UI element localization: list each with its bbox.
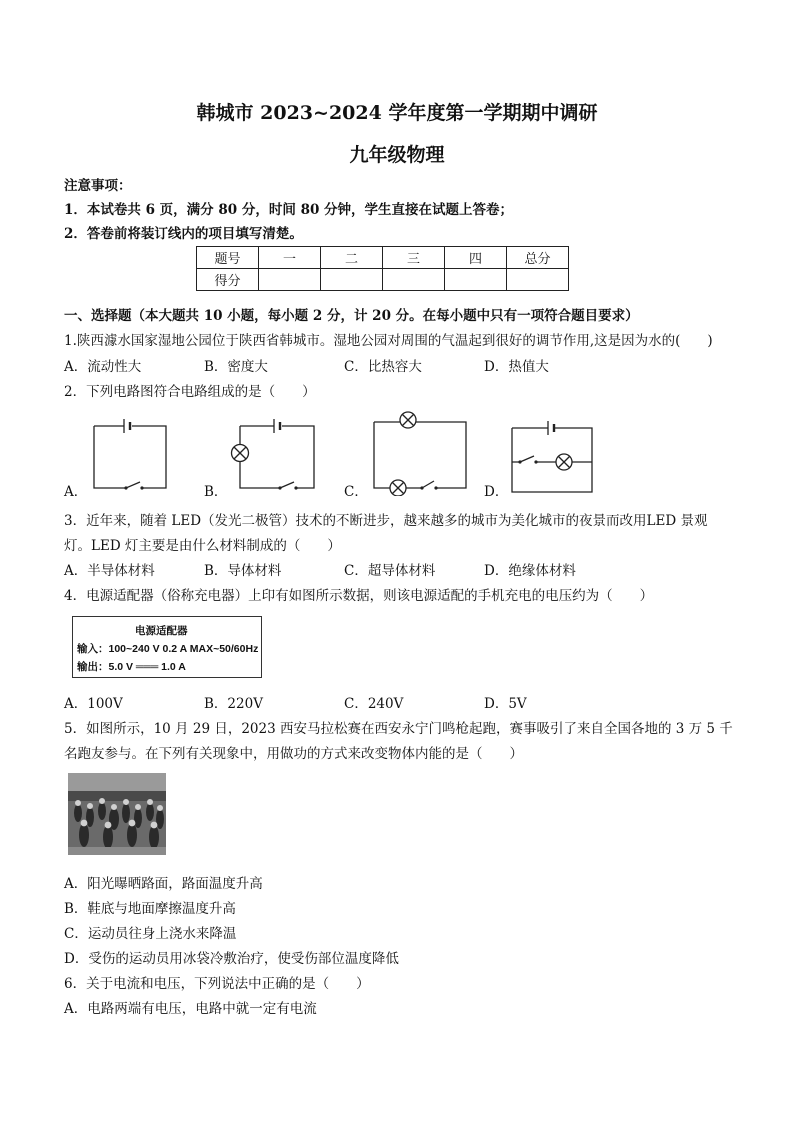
q2-option-b[interactable]: B．: [204, 484, 228, 500]
score-cell[interactable]: [507, 269, 569, 291]
circuit-a-diagram: [90, 412, 170, 494]
q2-option-d[interactable]: D．: [484, 484, 509, 500]
score-cell[interactable]: [383, 269, 445, 291]
adapter-label-figure: [72, 616, 262, 678]
q5-option-d[interactable]: D．受伤的运动员用冰袋冷敷治疗，使受伤部位温度降低: [64, 951, 399, 967]
q3-option-b[interactable]: B．导体材料: [204, 563, 282, 579]
q2-option-c[interactable]: C．: [344, 484, 368, 500]
section-heading: 一、选择题（本大题共 10 小题，每小题 2 分，计 20 分。在每小题中只有一项符合题目要求）: [64, 308, 639, 324]
q4-option-b[interactable]: B．220V: [204, 696, 263, 712]
q4-option-a[interactable]: A．100V: [64, 696, 123, 712]
score-table: [196, 246, 569, 291]
score-table-header-row: [197, 247, 569, 269]
circuit-c-diagram: [370, 408, 470, 496]
q5-option-a[interactable]: A．阳光曝晒路面，路面温度升高: [64, 876, 263, 892]
q1-option-c[interactable]: C．比热容大: [344, 359, 422, 375]
score-row-label: 得分: [197, 269, 259, 291]
score-header-cell: 一: [259, 247, 321, 269]
notes-item-2: 2．答卷前将装订线内的项目填写清楚。: [64, 226, 303, 242]
q1-option-d[interactable]: D．热值大: [484, 359, 549, 375]
q3-option-a[interactable]: A．半导体材料: [64, 563, 155, 579]
notes-heading: 注意事项：: [64, 178, 132, 194]
score-cell[interactable]: [321, 269, 383, 291]
adapter-label-title: 电源适配器: [135, 625, 188, 637]
q1-option-b[interactable]: B．密度大: [204, 359, 268, 375]
score-header-cell: 四: [445, 247, 507, 269]
q5-option-c[interactable]: C．运动员往身上浇水来降温: [64, 926, 237, 942]
adapter-output-spec: 输出：5.0 V ═══ 1.0 A: [77, 661, 186, 673]
question-3-text-cont: 灯。LED 灯主要是由什么材料制成的（ ）: [64, 538, 341, 554]
score-table-row: [197, 269, 569, 291]
score-cell[interactable]: [445, 269, 507, 291]
question-5-text-cont: 名跑友参与。在下列有关现象中，用做功的方式来改变物体内能的是（ ）: [64, 746, 523, 762]
q4-option-d[interactable]: D．5V: [484, 696, 527, 712]
q5-option-b[interactable]: B．鞋底与地面摩擦温度升高: [64, 901, 236, 917]
q3-option-d[interactable]: D．绝缘体材料: [484, 563, 576, 579]
q6-option-a[interactable]: A．电路两端有电压，电路中就一定有电流: [64, 1001, 317, 1017]
question-4-text: 4．电源适配器（俗称充电器）上印有如图所示数据，则该电源适配的手机充电的电压约为（ ）: [64, 588, 654, 604]
question-5-text: 5．如图所示，10 月 29 日，2023 西安马拉松赛在西安永宁门鸣枪起跑，赛事吸引了来自全国各地的 3 万 5 千: [64, 721, 733, 737]
exam-title: 韩城市 2023~2024 学年度第一学期期中调研: [196, 102, 598, 124]
circuit-b-diagram: [226, 410, 320, 494]
q2-option-a[interactable]: A．: [64, 484, 88, 500]
circuit-d-diagram: [508, 414, 598, 496]
question-6-text: 6．关于电流和电压，下列说法中正确的是（ ）: [64, 976, 370, 992]
score-header-cell: 题号: [197, 247, 259, 269]
question-3-text: 3．近年来，随着 LED（发光二极管）技术的不断进步，越来越多的城市为美化城市的夜景而改用LED 景观: [64, 513, 708, 529]
score-header-cell: 总分: [507, 247, 569, 269]
notes-item-1: 1．本试卷共 6 页，满分 80 分，时间 80 分钟，学生直接在试题上答卷；: [64, 202, 514, 218]
score-cell[interactable]: [259, 269, 321, 291]
score-header-cell: 三: [383, 247, 445, 269]
q4-option-c[interactable]: C．240V: [344, 696, 404, 712]
adapter-input-spec: 输入：100~240 V 0.2 A MAX~50/60Hz: [77, 643, 259, 655]
question-1-text: 1.陕西澽水国家湿地公园位于陕西省韩城市。湿地公园对周围的气温起到很好的调节作用,这是因为水的( ): [64, 333, 713, 349]
q1-option-a[interactable]: A．流动性大: [64, 359, 142, 375]
q3-option-c[interactable]: C．超导体材料: [344, 563, 436, 579]
question-2-text: 2．下列电路图符合电路组成的是（ ）: [64, 384, 316, 400]
exam-subtitle: 九年级物理: [349, 144, 445, 166]
score-header-cell: 二: [321, 247, 383, 269]
marathon-photo: [68, 773, 166, 855]
